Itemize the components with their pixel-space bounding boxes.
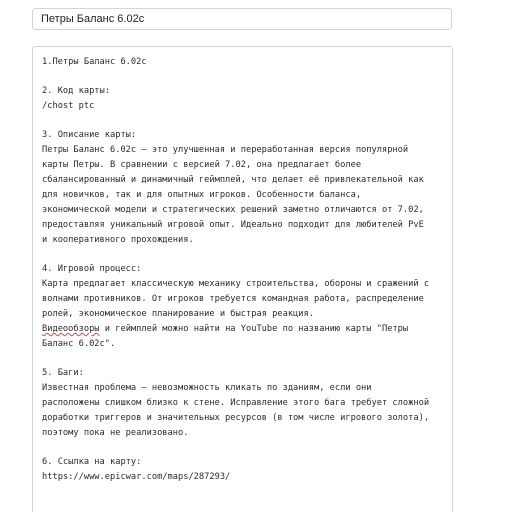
text-line: /chost ptc — [42, 101, 95, 111]
title-input[interactable] — [32, 8, 452, 30]
text-line: сбалансированный и динамичный геймплей, что делает её привлекательной как — [42, 175, 424, 185]
text-line: предоставляя уникальный игровой опыт. Идеально подходит для любителей PvE — [42, 220, 424, 230]
section-heading: 5. Баги: — [42, 368, 84, 378]
section-heading: 2. Код карты: — [42, 86, 110, 96]
description-textarea[interactable] — [32, 46, 453, 512]
text-line: и кооперативного прохождения. — [42, 235, 194, 245]
content-section — [42, 455, 443, 485]
text-line: доработки триггеров и значительных ресурсов (в том числе игрового золота), — [42, 413, 430, 423]
text-line: Известная проблема — невозможность кликать по зданиям, если они — [42, 383, 372, 393]
text-line: Карта предлагает классическую механику строительства, обороны и сражений с — [42, 279, 430, 289]
text-line: карты Петры. В сравнении с версией 7.02, она предлагает более — [42, 160, 362, 170]
text-line: поэтому пока не реализовано. — [42, 428, 189, 438]
section-heading: 1.Петры Баланс 6.02c — [42, 57, 147, 67]
content-section — [42, 366, 443, 441]
section-heading: 4. Игровой процесс: — [42, 264, 142, 274]
text-line: Видеообзоры и геймплей можно найти на YouTube по названию карты "Петры — [42, 324, 409, 334]
text-line: экономической модели и стратегических решений заметно отличаются от 7.02, — [42, 205, 424, 215]
text-line: Баланс 6.02c". — [42, 339, 116, 349]
content-section — [42, 55, 443, 70]
content-section — [42, 84, 443, 114]
text-line: волнами противников. От игроков требуется командная работа, распределение — [42, 294, 424, 304]
section-heading: 3. Описание карты: — [42, 130, 137, 140]
text-line: https://www.epicwar.com/maps/287293/ — [42, 472, 231, 482]
text-line: Петры Баланс 6.02c — это улучшенная и переработанная версия популярной — [42, 145, 409, 155]
text-line: для новичков, так и для опытных игроков. Особенности баланса, — [42, 190, 362, 200]
spellcheck-underline: Видеообзоры — [42, 324, 100, 334]
section-heading: 6. Ссылка на карту: — [42, 457, 142, 467]
text-line: ролей, экономическое планирование и быстрая реакция. — [42, 309, 314, 319]
text-line: расположены слишком близко к стене. Исправление этого бага требует сложной — [42, 398, 430, 408]
content-section — [42, 262, 443, 352]
content-section — [42, 128, 443, 248]
